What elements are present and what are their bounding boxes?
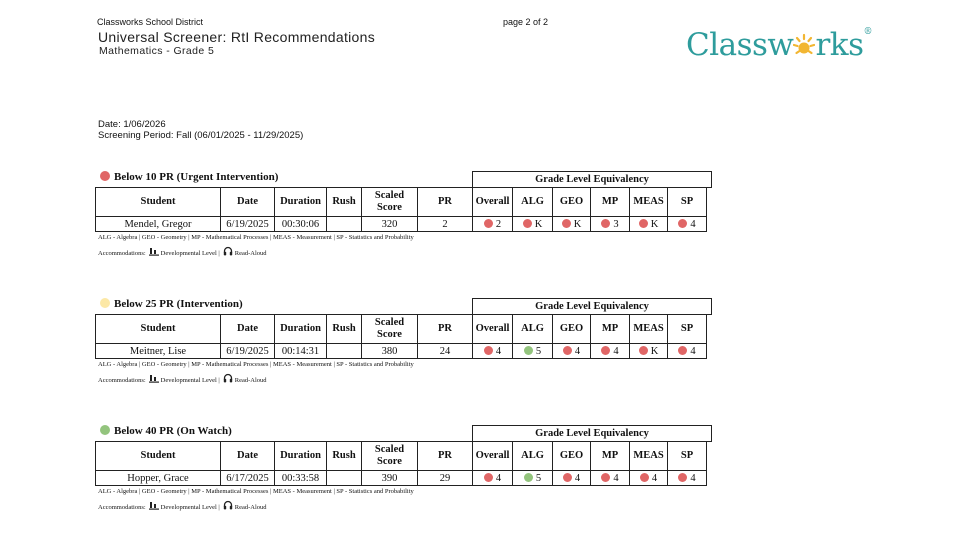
gle-overall-cell xyxy=(473,471,513,486)
col-geo: GEO xyxy=(553,315,591,344)
gle-mp-cell xyxy=(591,217,630,232)
test-duration: 00:33:58 xyxy=(275,471,327,486)
scaled-score: 380 xyxy=(362,344,418,359)
table-row xyxy=(96,471,707,486)
status-dot-icon xyxy=(563,346,572,355)
gle-value: 2 xyxy=(495,218,502,230)
status-dot-icon xyxy=(601,346,610,355)
section-title xyxy=(95,425,232,437)
registered-mark: ® xyxy=(863,27,872,37)
status-dot-icon xyxy=(601,219,610,228)
gle-value: 4 xyxy=(574,345,581,357)
status-dot-icon xyxy=(484,219,493,228)
rush-flag xyxy=(327,217,362,232)
status-dot-icon xyxy=(100,171,110,181)
report-title: Universal Screener: RtI Recommendations xyxy=(98,29,376,45)
status-dot-icon xyxy=(100,425,110,435)
col-date: Date xyxy=(221,188,275,217)
test-date: 6/19/2025 xyxy=(221,217,275,232)
logo-text-suffix: rks xyxy=(815,27,864,63)
gle-value: 4 xyxy=(690,345,696,357)
col-meas: MEAS xyxy=(630,315,668,344)
col-sp: SP xyxy=(668,315,707,344)
report-subtitle: Mathematics - Grade 5 xyxy=(99,45,215,57)
gle-value: 4 xyxy=(690,218,696,230)
status-dot-icon xyxy=(524,346,533,355)
gle-value: K xyxy=(650,345,659,357)
col-duration: Duration xyxy=(275,315,327,344)
scaled-score: 320 xyxy=(362,217,418,232)
col-pr: PR xyxy=(418,315,473,344)
results-table xyxy=(95,441,707,486)
section-title-text: Below 10 PR (Urgent Intervention) xyxy=(114,171,279,183)
gle-meas-cell xyxy=(630,471,668,486)
headphones-icon xyxy=(223,246,233,256)
col-scaled-line2: Score xyxy=(377,329,402,340)
developmental-level-label: Developmental Level | xyxy=(160,377,220,384)
col-student: Student xyxy=(96,315,221,344)
status-dot-icon xyxy=(678,346,687,355)
read-aloud-label: Read-Aloud xyxy=(234,504,267,511)
gle-meas-cell xyxy=(630,344,668,359)
results-table xyxy=(95,314,707,359)
gle-alg-cell xyxy=(513,217,553,232)
col-meas: MEAS xyxy=(630,442,668,471)
col-date: Date xyxy=(221,442,275,471)
scaled-score: 390 xyxy=(362,471,418,486)
gle-sp-cell xyxy=(668,217,707,232)
gle-value: 4 xyxy=(690,472,696,484)
accommodations-line xyxy=(98,373,267,384)
col-date: Date xyxy=(221,315,275,344)
developmental-level-icon xyxy=(149,374,159,383)
col-scaled-line2: Score xyxy=(377,202,402,213)
status-dot-icon xyxy=(640,473,649,482)
col-alg: ALG xyxy=(513,188,553,217)
percentile-rank: 24 xyxy=(418,344,473,359)
student-name: Hopper, Grace xyxy=(96,471,221,486)
gle-value: K xyxy=(573,218,582,230)
col-rush: Rush xyxy=(327,315,362,344)
gle-header: Grade Level Equivalency xyxy=(472,171,712,188)
gle-header: Grade Level Equivalency xyxy=(472,425,712,442)
gle-alg-cell xyxy=(513,344,553,359)
gle-value: K xyxy=(534,218,543,230)
gle-value: 5 xyxy=(535,472,542,484)
gle-sp-cell xyxy=(668,344,707,359)
col-student: Student xyxy=(96,442,221,471)
status-dot-icon xyxy=(639,346,648,355)
status-dot-icon xyxy=(523,219,532,228)
col-geo: GEO xyxy=(553,188,591,217)
logo-text-prefix: Classw xyxy=(686,27,794,63)
col-scaled-score xyxy=(362,442,418,471)
col-overall: Overall xyxy=(473,442,513,471)
developmental-level-icon xyxy=(149,247,159,256)
col-mp: MP xyxy=(591,315,630,344)
gle-value: 4 xyxy=(495,345,502,357)
section-title-text: Below 25 PR (Intervention) xyxy=(114,298,243,310)
student-name: Mendel, Gregor xyxy=(96,217,221,232)
report-date: Date: 1/06/2026 xyxy=(98,119,166,130)
col-scaled-score xyxy=(362,315,418,344)
read-aloud-label: Read-Aloud xyxy=(234,250,267,257)
gle-alg-cell xyxy=(513,471,553,486)
test-duration: 00:30:06 xyxy=(275,217,327,232)
gle-value: 4 xyxy=(613,345,619,357)
table-header-row xyxy=(96,315,707,344)
col-duration: Duration xyxy=(275,188,327,217)
table-header-row xyxy=(96,442,707,471)
gle-mp-cell xyxy=(591,344,630,359)
status-dot-icon xyxy=(484,346,493,355)
col-scaled-line2: Score xyxy=(377,456,402,467)
section-title xyxy=(95,171,278,183)
test-duration: 00:14:31 xyxy=(275,344,327,359)
developmental-level-icon xyxy=(149,501,159,510)
developmental-level-label: Developmental Level | xyxy=(160,250,220,257)
gle-value: K xyxy=(650,218,659,230)
abbreviation-legend: ALG - Algebra | GEO - Geometry | MP - Mathematical Processes | MEAS - Measurement | SP - Statistics and Probability xyxy=(98,234,414,241)
status-dot-icon xyxy=(524,473,533,482)
gle-value: 5 xyxy=(535,345,542,357)
gle-overall-cell xyxy=(473,344,513,359)
headphones-icon xyxy=(223,373,233,383)
col-scaled-line1: Scaled xyxy=(374,444,405,455)
gle-meas-cell xyxy=(630,217,668,232)
col-duration: Duration xyxy=(275,442,327,471)
gle-header: Grade Level Equivalency xyxy=(472,298,712,315)
sun-icon xyxy=(793,34,815,56)
section-title xyxy=(95,298,243,310)
gle-geo-cell xyxy=(553,471,591,486)
abbreviation-legend: ALG - Algebra | GEO - Geometry | MP - Mathematical Processes | MEAS - Measurement | SP - Statistics and Probability xyxy=(98,488,414,495)
gle-geo-cell xyxy=(553,217,591,232)
col-sp: SP xyxy=(668,188,707,217)
col-scaled-line1: Scaled xyxy=(374,317,405,328)
rush-flag xyxy=(327,471,362,486)
gle-mp-cell xyxy=(591,471,630,486)
col-overall: Overall xyxy=(473,315,513,344)
gle-value: 4 xyxy=(574,472,581,484)
table-row xyxy=(96,217,707,232)
col-overall: Overall xyxy=(473,188,513,217)
table-header-row xyxy=(96,188,707,217)
col-pr: PR xyxy=(418,188,473,217)
accommodations-label: Accommodations: xyxy=(98,377,146,384)
col-rush: Rush xyxy=(327,188,362,217)
gle-value: 4 xyxy=(495,472,502,484)
status-dot-icon xyxy=(678,473,687,482)
read-aloud-label: Read-Aloud xyxy=(234,377,267,384)
col-sp: SP xyxy=(668,442,707,471)
percentile-rank: 2 xyxy=(418,217,473,232)
results-table xyxy=(95,187,707,232)
gle-value: 4 xyxy=(651,472,658,484)
gle-overall-cell xyxy=(473,217,513,232)
district-name: Classworks School District xyxy=(97,17,204,27)
col-meas: MEAS xyxy=(630,188,668,217)
status-dot-icon xyxy=(484,473,493,482)
test-date: 6/17/2025 xyxy=(221,471,275,486)
test-date: 6/19/2025 xyxy=(221,344,275,359)
col-rush: Rush xyxy=(327,442,362,471)
status-dot-icon xyxy=(601,473,610,482)
col-mp: MP xyxy=(591,442,630,471)
accommodations-line xyxy=(98,246,267,257)
col-alg: ALG xyxy=(513,442,553,471)
page-number: page 2 of 2 xyxy=(503,17,549,27)
col-alg: ALG xyxy=(513,315,553,344)
table-row xyxy=(96,344,707,359)
percentile-rank: 29 xyxy=(418,471,473,486)
col-student: Student xyxy=(96,188,221,217)
abbreviation-legend: ALG - Algebra | GEO - Geometry | MP - Mathematical Processes | MEAS - Measurement | SP - Statistics and Probability xyxy=(98,361,414,368)
status-dot-icon xyxy=(563,473,572,482)
developmental-level-label: Developmental Level | xyxy=(160,504,220,511)
screening-period: Screening Period: Fall (06/01/2025 - 11/29/2025) xyxy=(98,130,304,141)
gle-value: 4 xyxy=(613,472,619,484)
col-scaled-score xyxy=(362,188,418,217)
col-pr: PR xyxy=(418,442,473,471)
headphones-icon xyxy=(223,500,233,510)
classworks-logo xyxy=(686,25,872,75)
gle-value: 3 xyxy=(613,218,619,230)
status-dot-icon xyxy=(678,219,687,228)
status-dot-icon xyxy=(639,219,648,228)
accommodations-label: Accommodations: xyxy=(98,250,146,257)
student-name: Meitner, Lise xyxy=(96,344,221,359)
col-mp: MP xyxy=(591,188,630,217)
col-scaled-line1: Scaled xyxy=(374,190,405,201)
gle-geo-cell xyxy=(553,344,591,359)
accommodations-label: Accommodations: xyxy=(98,504,146,511)
rush-flag xyxy=(327,344,362,359)
status-dot-icon xyxy=(100,298,110,308)
gle-sp-cell xyxy=(668,471,707,486)
col-geo: GEO xyxy=(553,442,591,471)
section-title-text: Below 40 PR (On Watch) xyxy=(114,425,232,437)
accommodations-line xyxy=(98,500,267,511)
status-dot-icon xyxy=(562,219,571,228)
